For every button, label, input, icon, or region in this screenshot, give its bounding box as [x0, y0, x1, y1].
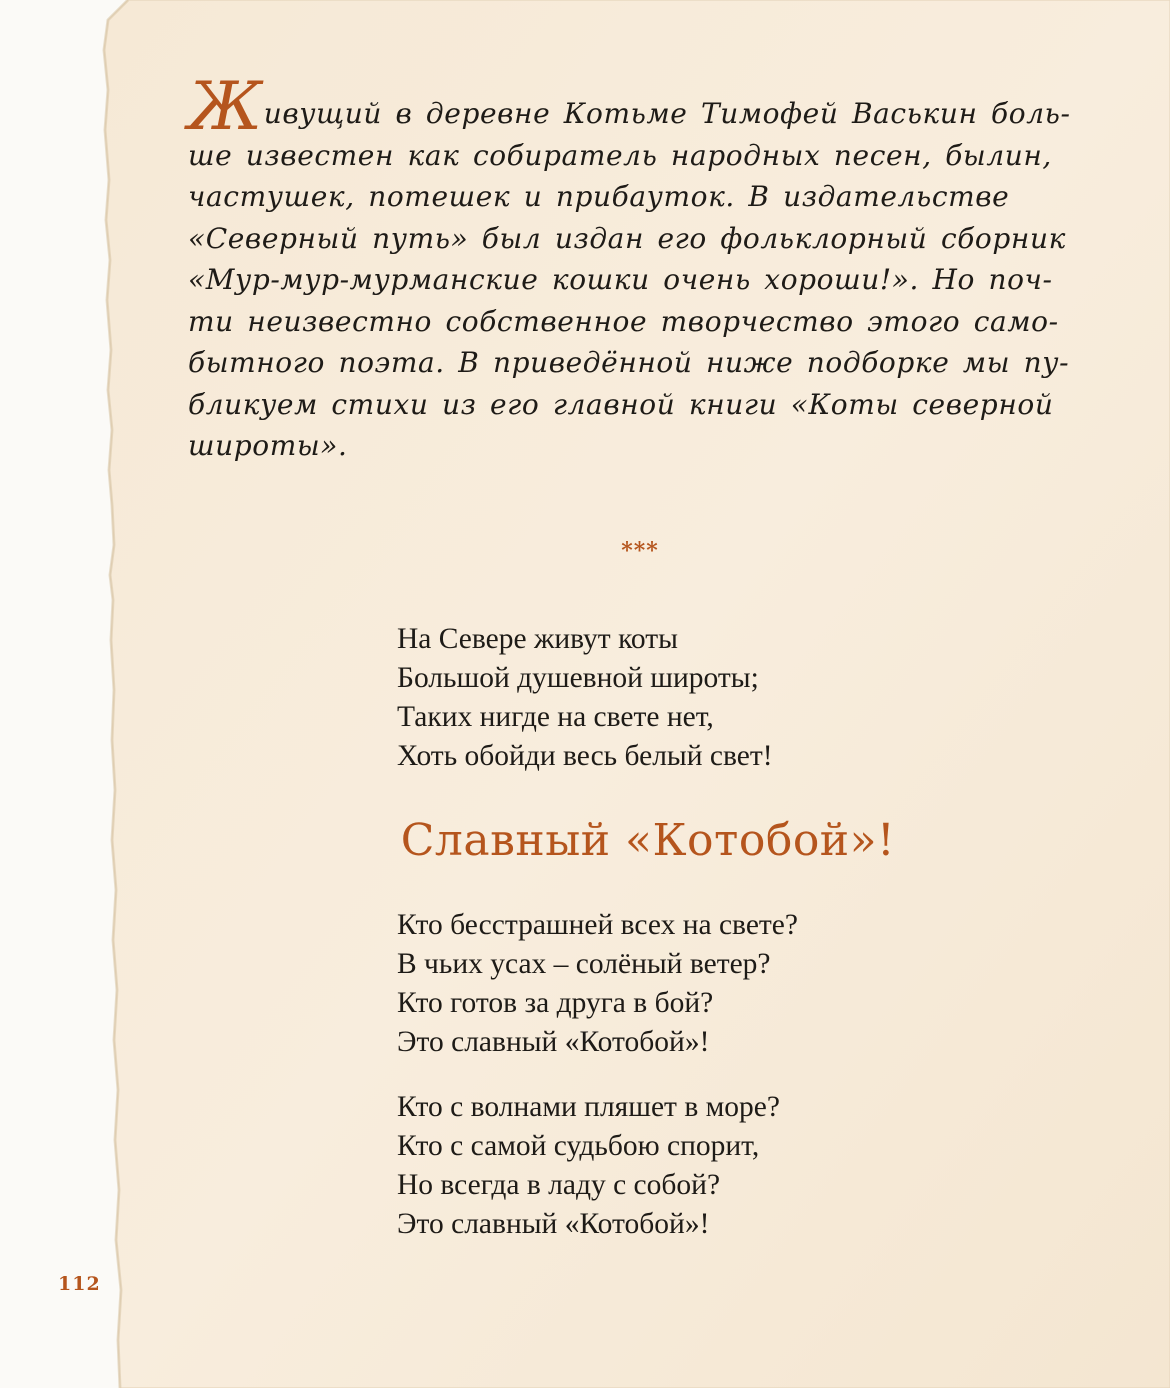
- page-number: 112: [58, 1273, 101, 1295]
- poem-title: Славный «Котобой»!: [400, 815, 896, 866]
- intro-line: бликуем стихи из его главной книги «Коты северной: [188, 387, 1054, 421]
- intro-line: «Северный путь» был издан его фольклорный сборник: [188, 221, 1066, 255]
- intro-line: широты».: [188, 429, 348, 462]
- intro-paragraph: [188, 68, 1071, 467]
- verse-line: Большой душевной широты;: [397, 662, 759, 694]
- intro-line: ше известен как собиратель народных песен, былин,: [188, 138, 1052, 172]
- verse-line: Кто с волнами пляшет в море?: [397, 1091, 780, 1123]
- verse-line: Это славный «Котобой»!: [397, 1026, 710, 1058]
- verse-line: В чьих усах – солёный ветер?: [397, 948, 771, 980]
- intro-line-text: ивущий в деревне Котьме Тимофей Васькин боль-: [263, 97, 1071, 130]
- drop-cap: Ж: [188, 68, 263, 145]
- intro-line: ти неизвестно собственное творчество этого само-: [188, 304, 1059, 338]
- poem-quatrain: [397, 620, 773, 776]
- verse-line: Это славный «Котобой»!: [397, 1208, 710, 1240]
- verse-line: Но всегда в ладу с собой?: [397, 1169, 721, 1201]
- poem-stanza-2: [397, 1088, 780, 1244]
- intro-line: «Мур-мур-мурманские кошки очень хороши!». Но поч-: [188, 263, 1053, 296]
- poem-stanza-1: [397, 906, 798, 1062]
- verse-line: Кто готов за друга в бой?: [397, 987, 714, 1019]
- section-separator: ***: [621, 538, 659, 564]
- verse-line: Кто с самой судьбою спорит,: [397, 1130, 760, 1162]
- verse-line: На Севере живут коты: [397, 623, 678, 655]
- verse-line: Хоть обойди весь белый свет!: [397, 740, 773, 772]
- intro-line: частушек, потешек и прибауток. В издательстве: [188, 180, 1010, 213]
- verse-line: Таких нигде на свете нет,: [397, 701, 714, 733]
- intro-line: бытного поэта. В приведённой ниже подборке мы пу-: [188, 346, 1070, 379]
- intro-line: [188, 68, 1071, 145]
- verse-line: Кто бесстрашней всех на свете?: [397, 909, 798, 941]
